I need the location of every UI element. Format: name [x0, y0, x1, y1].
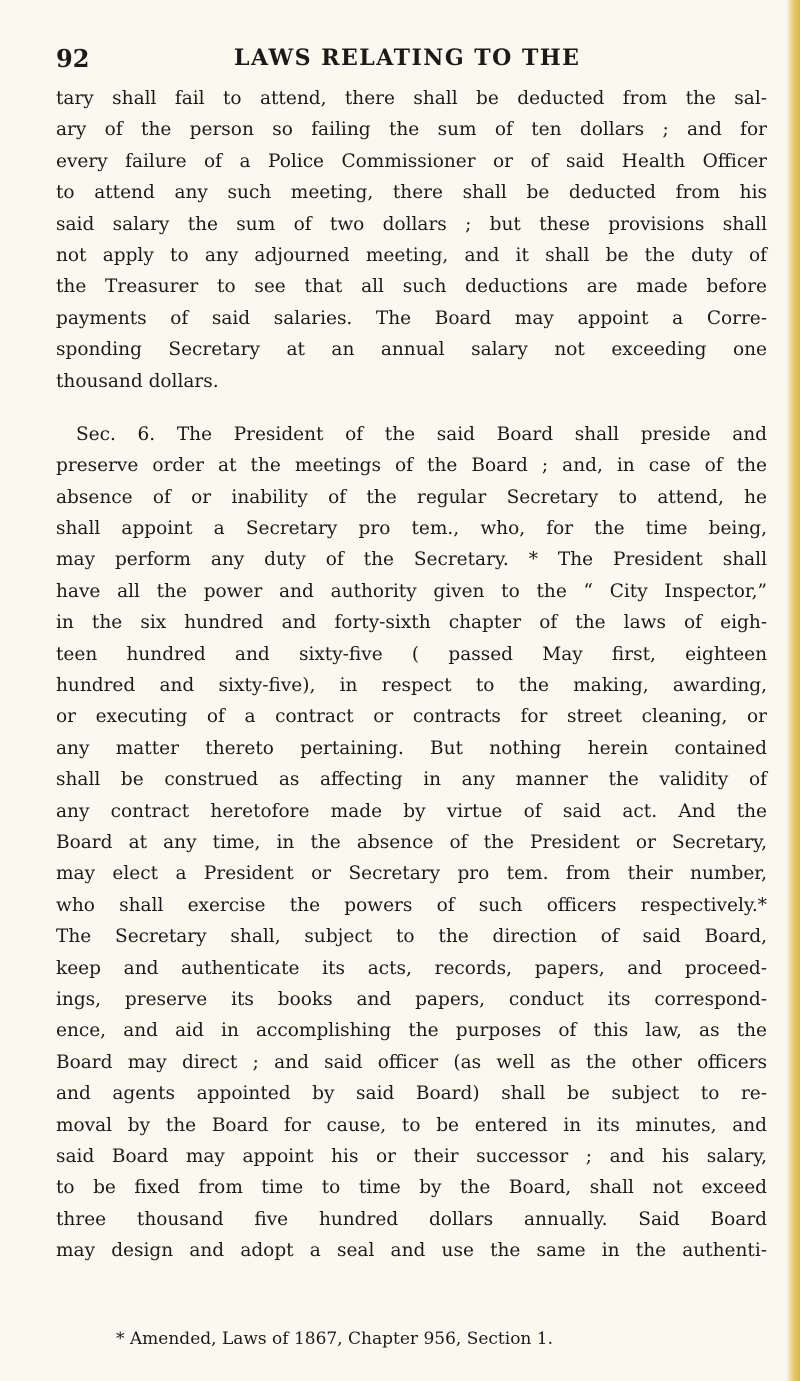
text-line: ings, preserve its books and papers, conduct its correspond-	[56, 988, 767, 1010]
text-line: tary shall fail to attend, there shall be deducted from the sal-	[56, 88, 767, 109]
paragraph-gap	[56, 397, 767, 419]
text-line: keep and authenticate its acts, records, papers, and proceed-	[56, 957, 767, 979]
paragraph-1	[56, 83, 767, 397]
text-line: said Board may appoint his or their successor ; and his salary,	[56, 1145, 767, 1167]
text-line: may design and adopt a seal and use the same in the authenti-	[56, 1240, 767, 1262]
text-line: ary of the person so failing the sum of ten dollars ; and for	[56, 119, 767, 141]
text-line: or executing of a contract or contracts for street cleaning, or	[56, 706, 767, 728]
text-line: preserve order at the meetings of the Board ; and, in case of the	[56, 455, 767, 477]
footnote: * Amended, Laws of 1867, Chapter 956, Section 1.	[116, 1329, 554, 1349]
body-text	[56, 83, 767, 1266]
text-line: sponding Secretary at an annual salary not exceeding one	[56, 339, 767, 361]
text-line: have all the power and authority given to the “ City Inspector,”	[56, 580, 767, 602]
page-header	[56, 44, 756, 78]
text-line: any contract heretofore made by virtue of said act. And the	[56, 800, 767, 822]
text-line: thousand dollars.	[56, 370, 219, 392]
text-line: in the six hundred and forty-sixth chapter of the laws of eigh-	[56, 612, 767, 634]
text-line: to attend any such meeting, there shall be deducted from his	[56, 182, 767, 204]
text-line: to be fixed from time to time by the Board, shall not exceed	[56, 1177, 767, 1199]
text-line: hundred and sixty-five), in respect to the making, awarding,	[56, 675, 767, 697]
text-line: said salary the sum of two dollars ; but these provisions shall	[56, 213, 767, 235]
text-line: three thousand five hundred dollars annually. Said Board	[56, 1208, 767, 1230]
text-line: ence, and aid in accomplishing the purposes of this law, as the	[56, 1020, 767, 1042]
text-line: teen hundred and sixty-five ( passed May first, eighteen	[56, 643, 767, 665]
text-line: any matter thereto pertaining. But nothing herein contained	[56, 737, 767, 759]
text-line: payments of said salaries. The Board may appoint a Corre-	[56, 307, 767, 329]
text-line: Board may direct ; and said officer (as well as the other officers	[56, 1051, 767, 1073]
text-line: who shall exercise the powers of such officers respectively.*	[56, 894, 767, 916]
text-line: every failure of a Police Commissioner or of said Health Officer	[56, 150, 767, 172]
page-number: 92	[56, 44, 90, 73]
text-line: Sec. 6. The President of the said Board shall preside and	[76, 423, 767, 445]
text-line: may perform any duty of the Secretary. * The President shall	[56, 549, 767, 571]
text-line: The Secretary shall, subject to the direction of said Board,	[56, 926, 767, 948]
text-line: the Treasurer to see that all such deductions are made before	[56, 276, 767, 298]
text-line: shall appoint a Secretary pro tem., who, for the time being,	[56, 518, 767, 540]
text-line: not apply to any adjourned meeting, and it shall be the duty of	[56, 244, 767, 266]
text-line: may elect a President or Secretary pro tem. from their number,	[56, 863, 767, 885]
paragraph-2	[56, 419, 767, 1267]
running-head: LAWS RELATING TO THE	[234, 45, 581, 71]
text-line: and agents appointed by said Board) shall be subject to re-	[56, 1083, 767, 1105]
page-edge	[786, 0, 800, 1381]
text-line: moval by the Board for cause, to be entered in its minutes, and	[56, 1114, 767, 1136]
text-line: Board at any time, in the absence of the President or Secretary,	[56, 831, 767, 853]
text-line: absence of or inability of the regular Secretary to attend, he	[56, 486, 767, 508]
text-line: shall be construed as affecting in any manner the validity of	[56, 769, 767, 791]
